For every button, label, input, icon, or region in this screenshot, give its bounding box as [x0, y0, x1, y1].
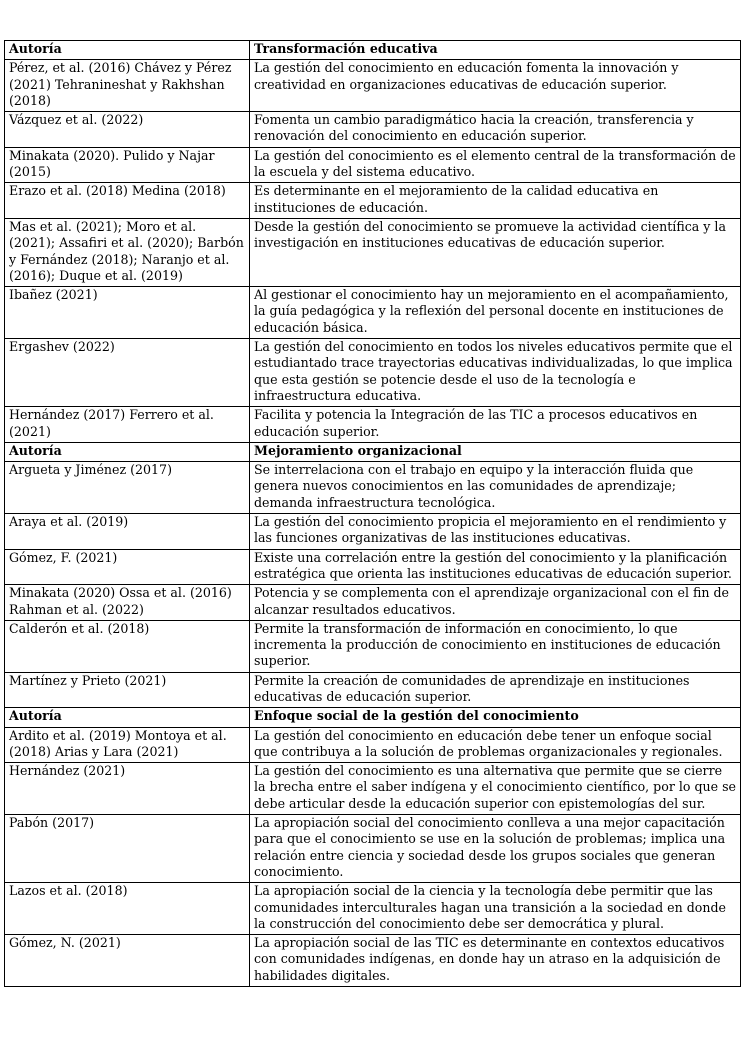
table-row [5, 339, 741, 407]
section-title-cell: Transformación educativa [250, 41, 741, 60]
table-row [5, 672, 741, 708]
finding-cell: La gestión del conocimiento en educación fomenta la innovación y creatividad en organizaciones educativas de educación superior. [250, 60, 741, 112]
finding-cell: Potencia y se complementa con el aprendizaje organizacional con el fin de alcanzar resultados educativos. [250, 585, 741, 621]
authors-cell: Erazo et al. (2018) Medina (2018) [5, 183, 250, 219]
autoria-header-cell: Autoría [5, 708, 250, 727]
finding-cell: La apropiación social de las TIC es determinante en contextos educativos con comunidades indígenas, en donde hay un atraso en la adquisición de habilidades digitales. [250, 935, 741, 987]
authors-cell: Ergashev (2022) [5, 339, 250, 407]
literature-review-table [4, 40, 741, 987]
autoria-header-cell: Autoría [5, 442, 250, 461]
table-body [5, 41, 741, 987]
finding-cell: La apropiación social de la ciencia y la tecnología debe permitir que las comunidades interculturales hagan una transición a la sociedad en donde la construcción del conocimiento debe ser democrática y plural. [250, 883, 741, 935]
authors-cell: Martínez y Prieto (2021) [5, 672, 250, 708]
table-row [5, 815, 741, 883]
finding-cell: Desde la gestión del conocimiento se promueve la actividad científica y la investigación en instituciones educativas de educación superior. [250, 218, 741, 286]
authors-cell: Hernández (2017) Ferrero et al. (2021) [5, 407, 250, 443]
authors-cell: Minakata (2020). Pulido y Najar (2015) [5, 147, 250, 183]
authors-cell: Calderón et al. (2018) [5, 620, 250, 672]
table-row [5, 549, 741, 585]
finding-cell: La gestión del conocimiento en educación debe tener un enfoque social que contribuya a la solución de problemas organizacionales y regionales. [250, 727, 741, 763]
finding-cell: La gestión del conocimiento en todos los niveles educativos permite que el estudiantado trace trayectorias educativas individualizadas, lo que implica que esta gestión se potencie desde el uso de la tecnología e infraestructura educativa. [250, 339, 741, 407]
authors-cell: Minakata (2020) Ossa et al. (2016) Rahman et al. (2022) [5, 585, 250, 621]
finding-cell: La gestión del conocimiento propicia el mejoramiento en el rendimiento y las funciones organizativas de las instituciones educativas. [250, 514, 741, 550]
authors-cell: Gómez, F. (2021) [5, 549, 250, 585]
section-title-cell: Mejoramiento organizacional [250, 442, 741, 461]
table-row [5, 147, 741, 183]
table-row [5, 462, 741, 514]
finding-cell: Fomenta un cambio paradigmático hacia la creación, transferencia y renovación del conocimiento en educación superior. [250, 112, 741, 148]
table-row [5, 585, 741, 621]
table-row [5, 287, 741, 339]
authors-cell: Lazos et al. (2018) [5, 883, 250, 935]
table-row [5, 620, 741, 672]
table-row [5, 514, 741, 550]
table-row [5, 407, 741, 443]
authors-cell: Ardito et al. (2019) Montoya et al. (2018) Arias y Lara (2021) [5, 727, 250, 763]
section-header-row [5, 708, 741, 727]
table-row [5, 727, 741, 763]
authors-cell: Araya et al. (2019) [5, 514, 250, 550]
authors-cell: Ibañez (2021) [5, 287, 250, 339]
authors-cell: Pabón (2017) [5, 815, 250, 883]
authors-cell: Hernández (2021) [5, 763, 250, 815]
table-row [5, 60, 741, 112]
finding-cell: La apropiación social del conocimiento conlleva a una mejor capacitación para que el conocimiento se use en la solución de problemas; implica una relación entre ciencia y sociedad desde los grupos sociales que generan conocimiento. [250, 815, 741, 883]
authors-cell: Vázquez et al. (2022) [5, 112, 250, 148]
table-row [5, 183, 741, 219]
table-row [5, 935, 741, 987]
finding-cell: Facilita y potencia la Integración de las TIC a procesos educativos en educación superior. [250, 407, 741, 443]
table-row [5, 883, 741, 935]
finding-cell: Se interrelaciona con el trabajo en equipo y la interacción fluida que genera nuevos conocimientos en las comunidades de aprendizaje; demanda infraestructura tecnológica. [250, 462, 741, 514]
section-header-row [5, 442, 741, 461]
finding-cell: Es determinante en el mejoramiento de la calidad educativa en instituciones de educación. [250, 183, 741, 219]
section-header-row [5, 41, 741, 60]
authors-cell: Pérez, et al. (2016) Chávez y Pérez (2021) Tehranineshat y Rakhshan (2018) [5, 60, 250, 112]
authors-cell: Argueta y Jiménez (2017) [5, 462, 250, 514]
finding-cell: Al gestionar el conocimiento hay un mejoramiento en el acompañamiento, la guía pedagógica y la reflexión del personal docente en instituciones de educación básica. [250, 287, 741, 339]
authors-cell: Gómez, N. (2021) [5, 935, 250, 987]
section-title-cell: Enfoque social de la gestión del conocimiento [250, 708, 741, 727]
finding-cell: Permite la creación de comunidades de aprendizaje en instituciones educativas de educación superior. [250, 672, 741, 708]
finding-cell: Existe una correlación entre la gestión del conocimiento y la planificación estratégica que orienta las instituciones educativas de educación superior. [250, 549, 741, 585]
authors-cell: Mas et al. (2021); Moro et al. (2021); Assafiri et al. (2020); Barbón y Fernández (2018); Naranjo et al. (2016); Duque et al. (2019) [5, 218, 250, 286]
autoria-header-cell: Autoría [5, 41, 250, 60]
table-row [5, 112, 741, 148]
finding-cell: Permite la transformación de información en conocimiento, lo que incrementa la producción de conocimiento en instituciones de educación superior. [250, 620, 741, 672]
table-row [5, 218, 741, 286]
finding-cell: La gestión del conocimiento es una alternativa que permite que se cierre la brecha entre el saber indígena y el conocimiento científico, por lo que se debe articular desde la educación superior con epistemologías del sur. [250, 763, 741, 815]
table-row [5, 763, 741, 815]
finding-cell: La gestión del conocimiento es el elemento central de la transformación de la escuela y del sistema educativo. [250, 147, 741, 183]
